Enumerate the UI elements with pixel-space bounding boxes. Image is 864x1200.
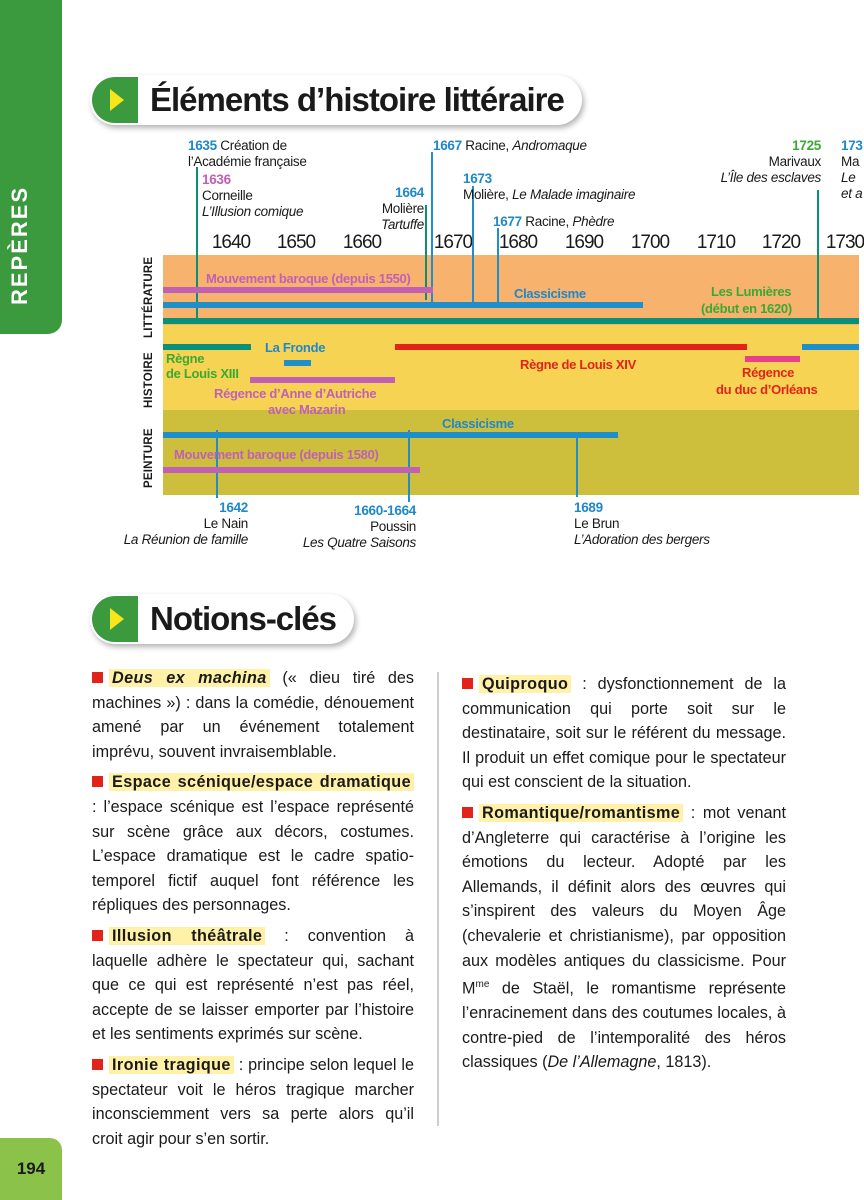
tick-label: 1670 xyxy=(433,232,473,253)
section-title: Éléments d’histoire littéraire xyxy=(150,81,564,118)
event-1660: 1660-1664 Poussin Les Quatre Saisons xyxy=(302,503,416,550)
event-1636: 1636 Corneille L’Illusion comique xyxy=(202,172,304,219)
tick-label: 1640 xyxy=(211,232,251,253)
bar-fronde xyxy=(284,360,311,366)
event-1689: 1689 Le Brun L’Adoration des bergers xyxy=(574,500,710,547)
notion-term: Ironie tragique xyxy=(109,1056,234,1074)
bar-label: (début en 1620) xyxy=(701,301,792,316)
notion-term: Romantique/romantisme xyxy=(479,804,683,822)
event-line xyxy=(817,190,819,318)
notion-illusion: Illusion théâtrale : convention à laquelle adhère le spectateur qui, sachant que ce qui est représenté n’est pas réel, accepte de se laisser emporter par l’histoire et les sentiments exprimés sur scène. xyxy=(92,926,414,1044)
tick-label: 1650 xyxy=(276,232,316,253)
event-1725: 1725 Marivaux L’Île des esclaves xyxy=(720,138,821,185)
notion-espace: Espace scénique/espace dramatique : l’espace scénique est l’espace représenté sur scène grâce aux décors, costumes. L’espace dramatique est le cadre spatio-temporel fictif auquel font référence les répliques des personnages. xyxy=(92,773,414,915)
bar-classicisme-peint xyxy=(163,432,618,438)
event-1635: 1635 Création de l’Académie française xyxy=(188,138,307,169)
event-1673: 1673 Molière, Le Malade imaginaire xyxy=(463,171,636,202)
bar-regence-anne xyxy=(250,377,395,383)
red-square-icon xyxy=(92,1059,103,1070)
page-number: 194 xyxy=(16,1159,46,1178)
event-line xyxy=(576,437,578,497)
event-line xyxy=(472,186,474,304)
event-line xyxy=(216,430,218,498)
event-1667: 1667 Racine, Andromaque xyxy=(433,138,587,153)
bar-baroque-litt xyxy=(163,287,433,293)
bar-label: Règne xyxy=(166,351,205,366)
event-line xyxy=(425,205,427,300)
bar-label: Régence d’Anne d’Autriche xyxy=(214,386,377,401)
notion-deus-ex-machina: Deus ex machina (« dieu tiré des machines ») : dans la comédie, dénouement amené par un événement totalement imprévu, souvent invraisemblable. xyxy=(92,669,415,761)
red-square-icon xyxy=(462,678,473,689)
section-heading-notions xyxy=(90,594,354,644)
event-1664: 1664 Molière Tartuffe xyxy=(381,185,424,232)
bar-louis14 xyxy=(395,344,747,350)
tick-label: 1700 xyxy=(630,232,670,253)
notion-term: Illusion théâtrale xyxy=(109,927,265,945)
event-line xyxy=(408,430,410,502)
section-title: Notions-clés xyxy=(150,600,337,637)
bar-label: avec Mazarin xyxy=(268,402,346,417)
page-number-tab xyxy=(0,1138,62,1200)
bar-label: de Louis XIII xyxy=(166,366,239,381)
notion-quiproquo: Quiproquo : dysfonctionnement de la communication qui porte soit sur le destinataire, soit sur le référent du message. Il produit un effet comique pour le spectateur qui est conscient de la situation. xyxy=(462,675,786,792)
bar-baroque-peint xyxy=(163,467,420,473)
bar-louis13 xyxy=(163,344,251,350)
literary-timeline: LITTÉRATURE HISTOIRE PEINTURE 1640 1650 1660 1670 1680 1690 1700 1710 1720 1730 Mouvement baroque (depuis 1550) Classicisme Les Lumières (début en 1620) Règne de Louis XIII La Fronde Régence d’Anne d’Autriche avec Mazarin Règne de Louis XIV Régence du duc d’Orléans Classicisme Mouvement baroque (depuis 1580) 1635 Création de l’Académie française 1636 Corneille L’Illusion comique 1664 Molière Tartuffe 1667 Racine, Andromaque 1673 Molière, Le Malade imaginaire 1677 Racine, Phèdre 1725 Marivaux L’Île des esclaves 173 Ma Le et a 1642 Le Nain La Réunion de famille 1660-1664 Poussin Les Quatre Saisons 1689 Le Brun L’Adoration des bergers xyxy=(0,0,859,570)
bar-label: Mouvement baroque (depuis 1580) xyxy=(174,447,379,462)
notion-term: Quiproquo xyxy=(479,675,571,693)
tick-label: 1730 xyxy=(825,232,864,253)
notion-romantique: Romantique/romantisme : mot venant d’Angleterre qui caractérise à l’origine les émotions du lecteur. Adopté par les Allemands, il définit alors des œuvres qui s’inspirent des valeurs du Moyen Âge (chevalerie et christianisme), par opposition aux modèles antiques du classicisme. Pour $M^{me}$ de Staël, le romantisme représente l’enracinement dans des coutumes locales, à contre-pied de l’intemporalité des héros classiques (De l’Allemagne, 1813). xyxy=(462,803,786,1072)
event-line xyxy=(196,167,198,319)
red-square-icon xyxy=(92,776,103,787)
bar-label: Mouvement baroque (depuis 1550) xyxy=(206,271,411,286)
notion-term: Espace scénique/espace dramatique xyxy=(109,773,414,791)
notions-column-left xyxy=(92,666,414,1157)
red-square-icon xyxy=(92,930,103,941)
bar-label: Régence xyxy=(742,365,795,380)
tick-label: 1680 xyxy=(498,232,538,253)
event-line xyxy=(431,152,433,302)
play-arrow-icon xyxy=(92,596,138,642)
column-divider xyxy=(437,672,439,1126)
tick-label: 1690 xyxy=(564,232,604,253)
notion-term: Deus ex machina xyxy=(109,669,270,687)
event-1642: 1642 Le Nain La Réunion de famille xyxy=(123,500,248,547)
bar-label: Les Lumières xyxy=(711,284,792,299)
event-1677: 1677 Racine, Phèdre xyxy=(493,214,615,229)
bar-louis15 xyxy=(802,344,859,350)
red-square-icon xyxy=(92,672,103,683)
event-173x: 173 Ma Le et a xyxy=(841,138,863,201)
notion-ironie: Ironie tragique : principe selon lequel le spectateur voit le héros tragique marcher inconsciemment vers sa perte alors qu’il croit agir pour s’en sortir. xyxy=(92,1055,414,1148)
bar-label: du duc d’Orléans xyxy=(716,382,818,397)
notions-column-right xyxy=(462,672,786,1081)
bar-label: Règne de Louis XIV xyxy=(520,357,636,372)
bar-label: La Fronde xyxy=(265,340,326,355)
bar-regence-orleans xyxy=(745,356,800,362)
rail-label-text: REPÈRES xyxy=(7,185,32,305)
tick-label: 1710 xyxy=(696,232,736,253)
bar-label: Classicisme xyxy=(442,416,514,431)
red-square-icon xyxy=(462,807,473,818)
event-line xyxy=(497,228,499,304)
bar-label: Classicisme xyxy=(514,286,586,301)
tick-label: 1720 xyxy=(761,232,801,253)
bar-classicisme-litt xyxy=(163,302,643,308)
tick-label: 1660 xyxy=(342,232,382,253)
bar-lumieres xyxy=(163,318,859,324)
